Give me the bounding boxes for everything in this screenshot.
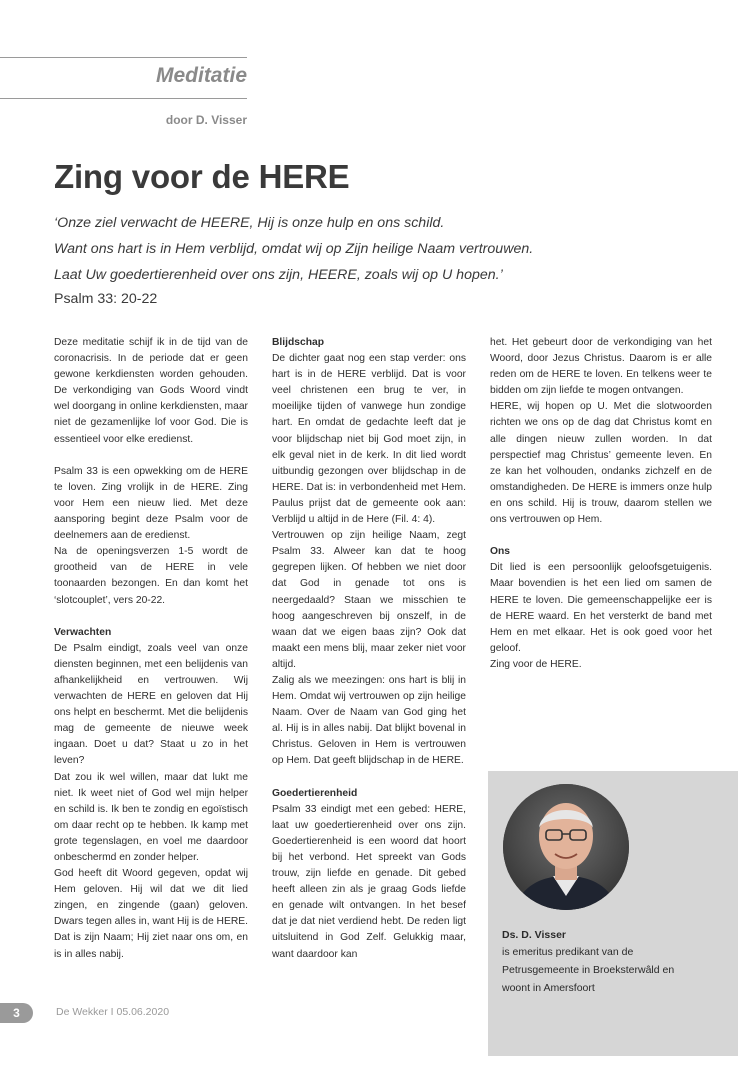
subheading-goedertierenheid: Goedertierenheid (272, 787, 358, 799)
author-bio-line-1: is emeritus predikant van de (502, 946, 634, 958)
paragraph: Vertrouwen op zijn heilige Naam, zegt Psalm 33. Alweer kan dat te hoog gegrepen lijken. Of hebben we niet door dat God in genade tot ons is neergedaald? Staan we misschien te hoog aangeschreven bij onszelf, in de waan dat we eigen baas zijn? Ook dat maakt een mens blij, maar zeker niet voor altijd. (272, 530, 466, 670)
paragraph: De dichter gaat nog een stap verder: ons hart is in de HERE verblijd. Dat is voor veel christenen een brug te ver, in moeilijke tijden of vanwege hun zondige hart. En omdat de gedachte leeft dat je voor blijdschap niet bij God moet zijn, in elk geval niet in de kerk. In dit lied wordt uitbundig gezongen over blijdschap in de HERE. Dat is: in verbondenheid met Hem. Paulus prijst dat de gemeente ook aan: Verblijd u altijd in de Here (Fil. 4: 4). (272, 353, 466, 526)
paragraph: Psalm 33 eindigt met een gebed: HERE, laat uw goedertierenheid over ons zijn. Goedertierenheid is een woord dat hoort bij het verbond. Het spreekt van Gods trouw, zijn liefde en genade. Dit gebed heeft alleen zin als je graag Gods liefde en genade wilt ontvangen. In het besef dat je dat niet verdiend hebt. De reden ligt uitsluitend in God Zelf. Gelukkig maar, want daardoor kan (272, 803, 466, 960)
footer-publication: De Wekker I 05.06.2020 (56, 1006, 170, 1018)
quote-reference: Psalm 33: 20-22 (54, 291, 158, 307)
author-bio-line-3: woont in Amersfoort (502, 982, 595, 994)
paragraph: HERE, wij hopen op U. Met die slotwoorden richten we ons op de dag dat Christus komt en alle dingen nieuw zullen worden. In dat perspectief mag Christus’ gemeente leven. En ze kan het volhouden, ondanks zichzelf en de omstandigheden. De HERE is immers onze hulp en ons schild. Hij is trouw, daarom stellen we ons vertrouwen op Hem. (490, 401, 712, 526)
paragraph: Dit lied is een persoonlijk geloofsgetuigenis. Maar bovendien is het een lied om samen de HERE te loven. Die gemeenschappelijke eer is de HERE waard. En het versterkt de band met Hem en met elkaar. Het is ook goed voor het geloof. (490, 562, 712, 654)
quote-line-1: ‘Onze ziel verwacht de HEERE, Hij is onze hulp en ons schild. (54, 215, 445, 231)
author-portrait (503, 784, 629, 910)
section-title: Meditatie (155, 64, 247, 87)
quote-line-3: Laat Uw goedertierenheid over ons zijn, HEERE, zoals wij op U hopen.’ (54, 267, 503, 283)
paragraph: De Psalm eindigt, zoals veel van onze diensten beginnen, met een belijdenis van afhankelijkheid en vertrouwen. Wij verwachten de HERE en geloven dat Hij ons helpt en beschermt. Met die belijdenis mag de gemeente de nieuwe week ingaan. Doet u dat? Staat u zo in het leven? (54, 642, 248, 767)
paragraph: Dat zou ik wel willen, maar dat lukt me niet. Ik weet niet of God wel mijn helper en schild is. Ik ben te zondig en egoïstisch om daar recht op te hebben. Ik kamp met grote tegenslagen, en voel me daardoor onbeschermd en zonder helper. (54, 771, 248, 863)
article-column-2 (272, 335, 466, 963)
subheading-verwachten: Verwachten (54, 626, 112, 638)
paragraph: Na de openingsverzen 1-5 wordt de grootheid van de HERE in vele toonaarden bezongen. En dan komt het ‘slotcouplet’, vers 20-22. (54, 546, 248, 606)
bottom-rule (0, 98, 247, 99)
paragraph: God heeft dit Woord gegeven, opdat wij Hem geloven. Hij wil dat we dit lied zingen, en zingende (gaan) geloven. Dwars tegen alles in, want Hij is de HERE. Dat is zijn Naam; Hij ziet naar ons om, en is in alles nabij. (54, 868, 249, 960)
paragraph: Zing voor de HERE. (490, 658, 582, 670)
subheading-blijdschap: Blijdschap (272, 337, 325, 348)
article-headline: Zing voor de HERE (54, 158, 350, 195)
author-bio-line-2: Petrusgemeente in Broeksterwâld en (502, 964, 675, 976)
author-name: Ds. D. Visser (502, 929, 567, 941)
byline: door D. Visser (165, 113, 247, 127)
paragraph: Psalm 33 is een opwekking om de HERE te loven. Zing vrolijk in de HERE. Zing voor Hem een nieuw lied. Met deze aansporing begint deze Psalm voor de deelnemers aan de eredienst. (54, 465, 248, 542)
paragraph: Zalig als we meezingen: ons hart is blij in Hem. Omdat wij vertrouwen op zijn heilige Naam. Over de Naam van God ging het al. Hij is in alles nabij. Dat blijkt bovenal in Christus. Geloven in Hem is vertrouwen op Hem. Dat geeft blijdschap in de HERE. (272, 674, 466, 767)
subheading-ons: Ons (490, 546, 511, 558)
top-rule (0, 57, 247, 58)
paragraph: het. Het gebeurt door de verkondiging van het Woord, door Jezus Christus. Daarom is er alle reden om de HERE te loven. En telkens weer te bidden om zijn liefde te mogen ontvangen. (490, 337, 712, 397)
article-column-3 (490, 335, 712, 673)
article-column-1 (54, 335, 248, 963)
paragraph: Deze meditatie schijf ik in de tijd van de coronacrisis. In de periode dat er geen gewone kerkdiensten worden gehouden. De verkondiging van Gods Woord vindt wel doorgang in online kerkdiensten, maar niet de gezamenlijke lof voor God. Die is essentieel voor elke eredienst. (54, 337, 248, 445)
page-number: 3 (0, 1003, 33, 1023)
quote-line-2: Want ons hart is in Hem verblijd, omdat wij op Zijn heilige Naam vertrouwen. (54, 241, 534, 257)
